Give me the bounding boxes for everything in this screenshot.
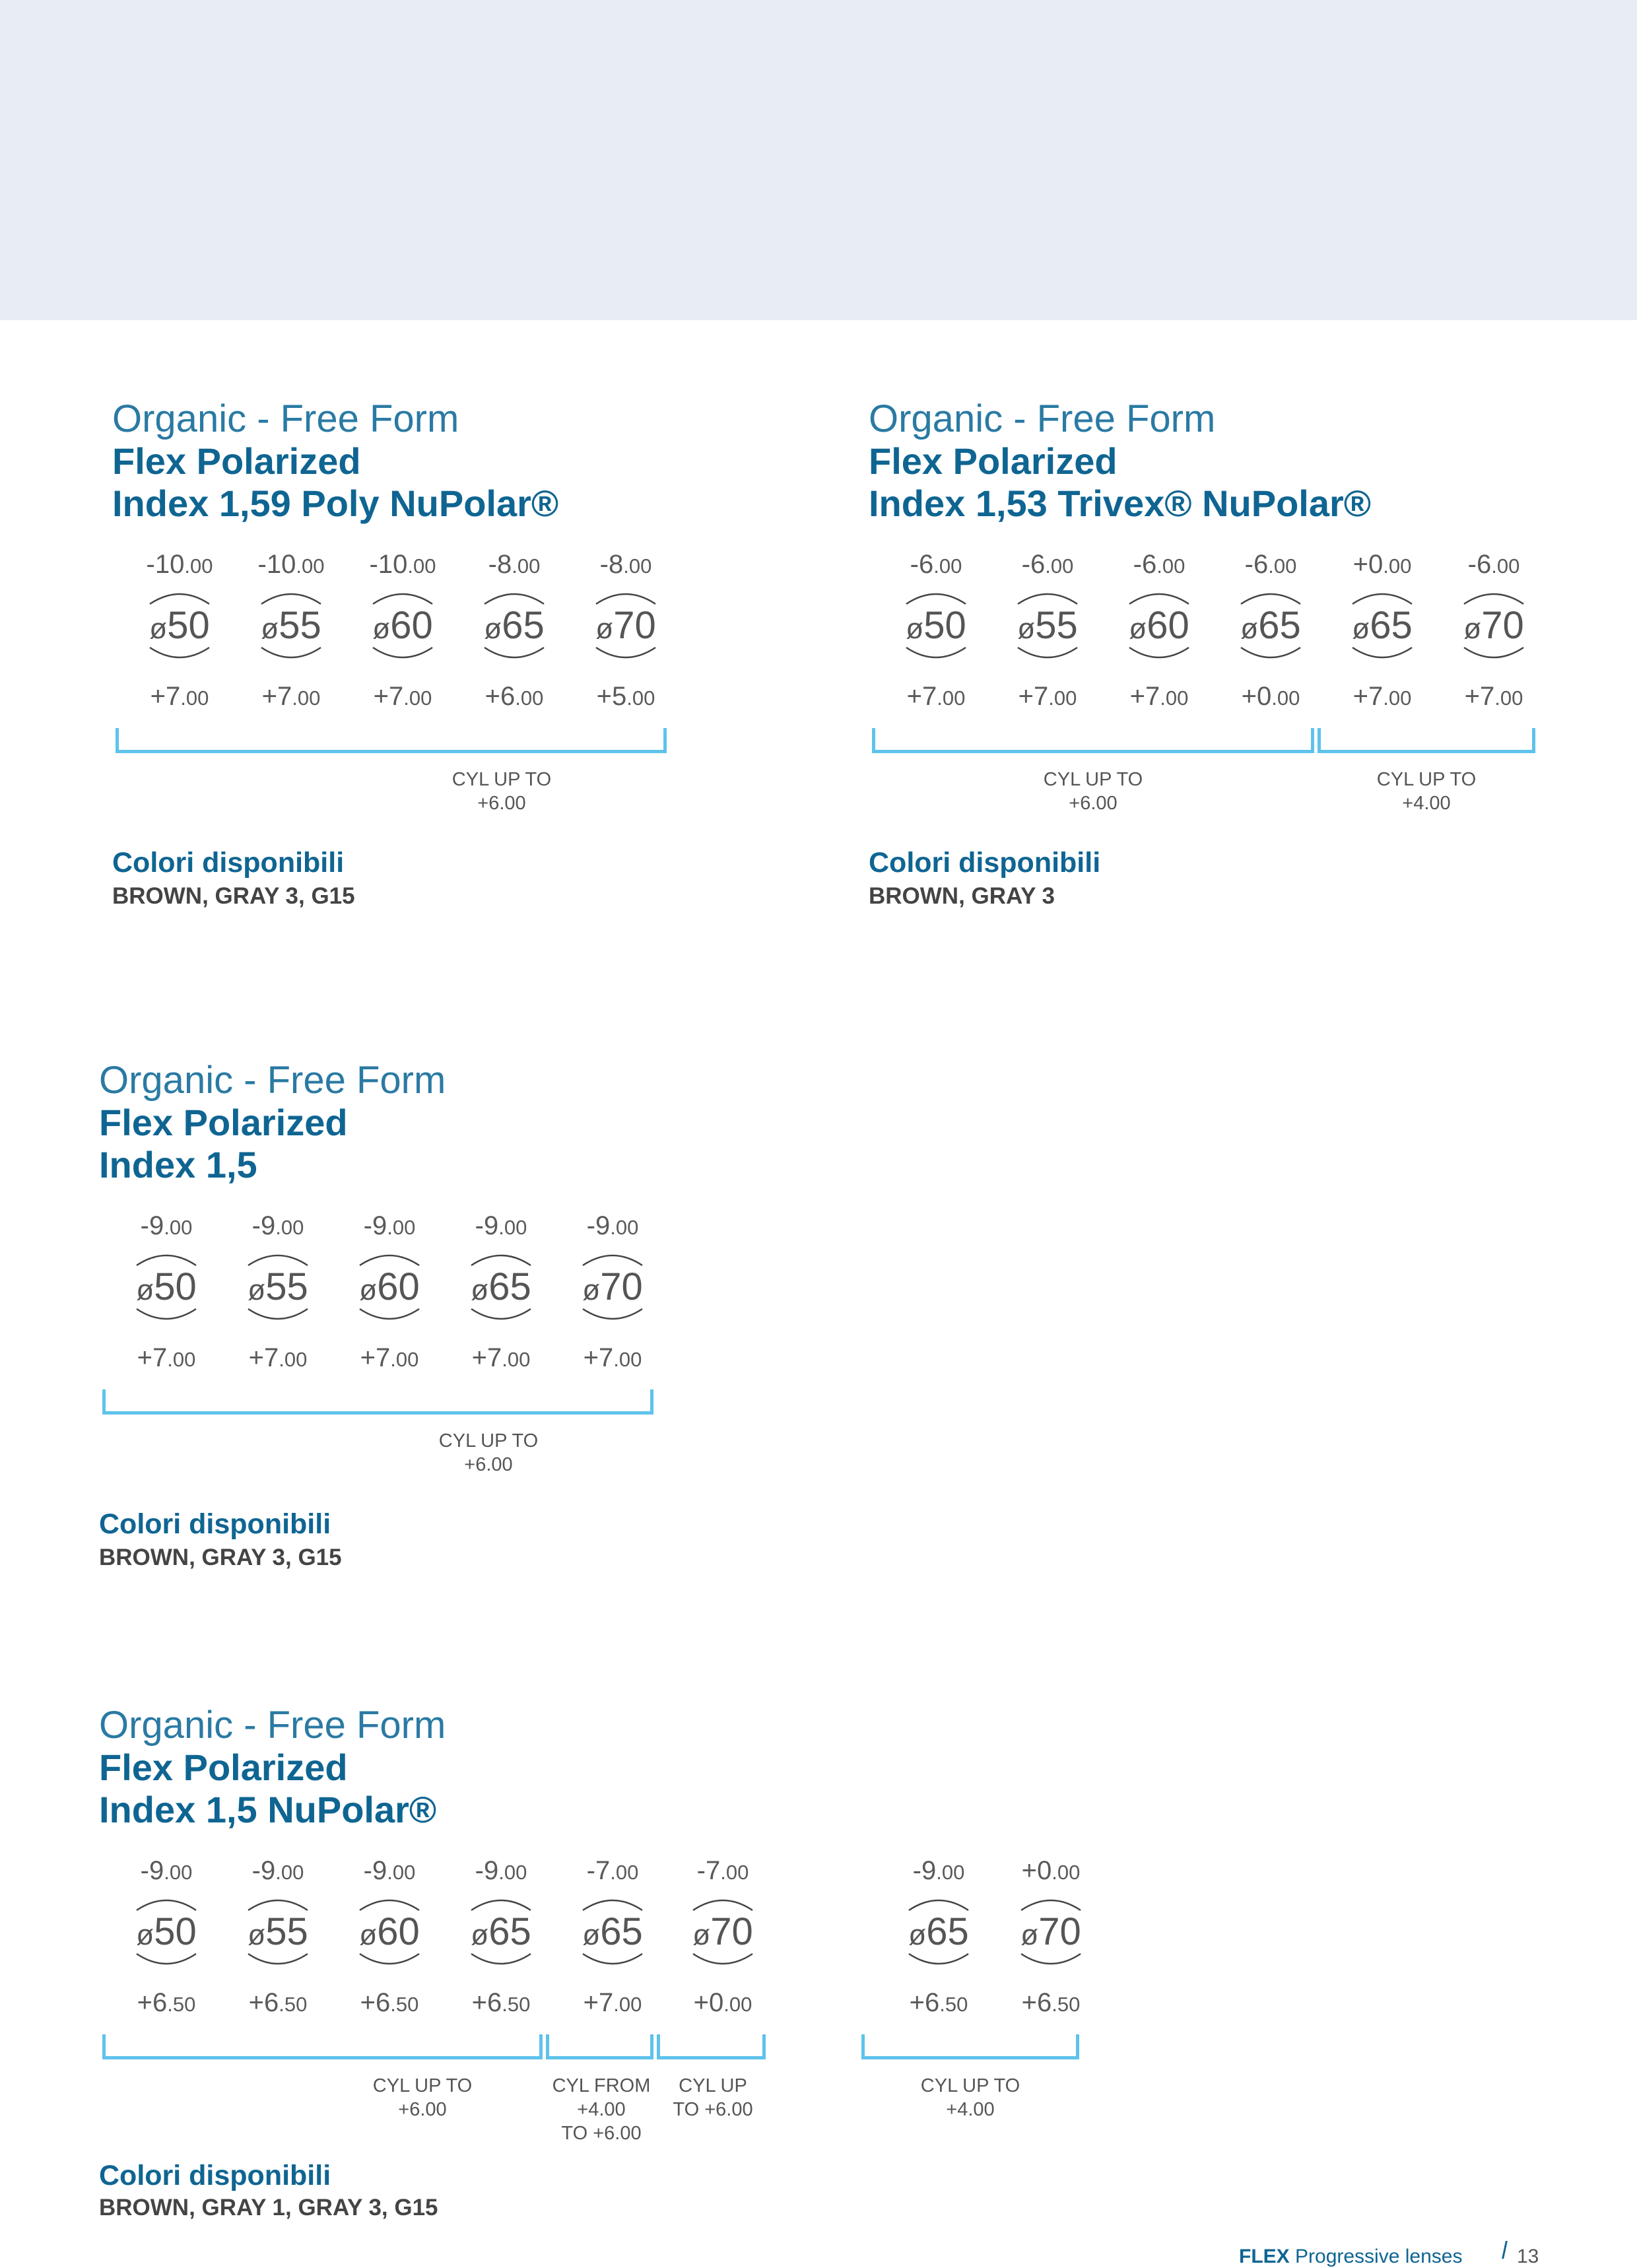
diameter-symbol-icon: ø bbox=[248, 1274, 266, 1306]
min-power: -9.00 bbox=[251, 1856, 304, 1885]
cyl-bracket bbox=[872, 728, 1314, 753]
min-power: -9.00 bbox=[912, 1856, 965, 1885]
max-power: +5.00 bbox=[596, 682, 655, 711]
max-power: +7.00 bbox=[261, 682, 321, 711]
min-power: -9.00 bbox=[251, 1211, 304, 1240]
section-index-15 bbox=[99, 1059, 693, 1587]
section-subtitle: Organic - Free Form bbox=[99, 1704, 446, 1747]
max-power: +6.50 bbox=[360, 1988, 419, 2017]
diameter: ø65 bbox=[471, 1265, 531, 1308]
cyl-note: CYL UP TO +6.00 bbox=[673, 2075, 753, 2120]
section-trivex bbox=[869, 398, 1595, 926]
cyl-bracket bbox=[657, 2034, 766, 2059]
lens-diameter-item bbox=[1333, 550, 1432, 715]
max-power: +6.50 bbox=[248, 1988, 308, 2017]
diameter: ø65 bbox=[1352, 604, 1413, 647]
diameter: ø65 bbox=[484, 604, 545, 647]
diameter: ø60 bbox=[372, 604, 433, 647]
section-index: Index 1,59 Poly NuPolar® bbox=[112, 483, 559, 524]
diameter-symbol-icon: ø bbox=[136, 1919, 154, 1951]
colori-values: BROWN, GRAY 3, G15 bbox=[112, 883, 355, 909]
diameter: ø55 bbox=[1017, 604, 1078, 647]
diameter-symbol-icon: ø bbox=[471, 1274, 489, 1306]
section-title: Flex Polarized bbox=[112, 440, 361, 482]
diameter-symbol-icon: ø bbox=[582, 1274, 601, 1306]
max-power: +7.00 bbox=[373, 682, 432, 711]
colori-values: BROWN, GRAY 3 bbox=[869, 883, 1055, 909]
diameter: ø50 bbox=[149, 604, 210, 647]
diameter: ø70 bbox=[692, 1910, 753, 1953]
cyl-note: CYL UP TO +6.00 bbox=[438, 1430, 539, 1475]
page-number: 13 bbox=[1517, 2246, 1539, 2267]
diameter: ø70 bbox=[595, 604, 656, 647]
cyl-note: CYL FROM +4.00 TO +6.00 bbox=[552, 2075, 651, 2144]
diameter: ø70 bbox=[582, 1265, 643, 1308]
min-power: -9.00 bbox=[140, 1856, 193, 1885]
max-power: +7.00 bbox=[906, 682, 966, 711]
min-power: -6.00 bbox=[1133, 550, 1186, 579]
diameter: ø70 bbox=[1020, 1910, 1081, 1953]
diameter-symbol-icon: ø bbox=[582, 1919, 601, 1951]
lens-diameter-item bbox=[1221, 550, 1320, 715]
colori-heading: Colori disponibili bbox=[99, 2160, 331, 2191]
lens-diameter-item bbox=[563, 1211, 662, 1376]
min-power: -9.00 bbox=[363, 1856, 416, 1885]
cyl-note: CYL UP TO +4.00 bbox=[1376, 769, 1477, 814]
section-title: Flex Polarized bbox=[99, 1102, 348, 1143]
diameter: ø65 bbox=[908, 1910, 969, 1953]
diameter-symbol-icon: ø bbox=[248, 1919, 266, 1951]
max-power: +6.50 bbox=[137, 1988, 196, 2017]
min-power: -9.00 bbox=[475, 1856, 527, 1885]
cyl-bracket bbox=[102, 2034, 543, 2059]
cyl-note: CYL UP TO +6.00 bbox=[1043, 769, 1143, 814]
min-power: +0.00 bbox=[1021, 1856, 1081, 1885]
diameter-symbol-icon: ø bbox=[149, 613, 168, 645]
max-power: +6.50 bbox=[1021, 1988, 1081, 2017]
section-subtitle: Organic - Free Form bbox=[99, 1059, 446, 1102]
max-power: +7.00 bbox=[1464, 682, 1523, 711]
section-title: Flex Polarized bbox=[99, 1747, 348, 1788]
min-power: -9.00 bbox=[475, 1211, 527, 1240]
section-index: Index 1,5 bbox=[99, 1144, 257, 1185]
diameter: ø60 bbox=[359, 1910, 420, 1953]
cyl-bracket bbox=[116, 728, 667, 753]
diameter-symbol-icon: ø bbox=[359, 1274, 378, 1306]
min-power: -9.00 bbox=[586, 1211, 639, 1240]
min-power: -7.00 bbox=[696, 1856, 749, 1885]
diameter: ø55 bbox=[248, 1265, 308, 1308]
max-power: +7.00 bbox=[137, 1343, 196, 1372]
min-power: -10.00 bbox=[146, 550, 213, 579]
diameter: ø70 bbox=[1463, 604, 1524, 647]
lens-diameter-item bbox=[1110, 550, 1209, 715]
lens-diameter-item bbox=[117, 1856, 216, 2021]
diameter: ø65 bbox=[1240, 604, 1301, 647]
colori-values: BROWN, GRAY 3, G15 bbox=[99, 1545, 342, 1570]
lens-diameter-item bbox=[889, 1856, 988, 2021]
colori-heading: Colori disponibili bbox=[99, 1508, 331, 1540]
diameter: ø50 bbox=[136, 1910, 197, 1953]
diameter: ø55 bbox=[248, 1910, 308, 1953]
lens-diameter-item bbox=[563, 1856, 662, 2021]
diameter: ø65 bbox=[471, 1910, 531, 1953]
min-power: -9.00 bbox=[140, 1211, 193, 1240]
lens-diameter-item bbox=[998, 550, 1097, 715]
max-power: +7.00 bbox=[360, 1343, 419, 1372]
cyl-bracket bbox=[102, 1389, 653, 1415]
lens-diameter-item bbox=[228, 1211, 327, 1376]
max-power: +7.00 bbox=[1129, 682, 1189, 711]
diameter-symbol-icon: ø bbox=[372, 613, 391, 645]
colori-heading: Colori disponibili bbox=[112, 847, 345, 879]
min-power: -10.00 bbox=[369, 550, 436, 579]
lens-diameter-item bbox=[451, 1856, 551, 2021]
lens-diameter-item bbox=[465, 550, 564, 715]
diameter-symbol-icon: ø bbox=[1352, 613, 1370, 645]
max-power: +0.00 bbox=[693, 1988, 752, 2017]
lens-diameter-item bbox=[340, 1856, 439, 2021]
colori-values: BROWN, GRAY 1, GRAY 3, G15 bbox=[99, 2195, 438, 2220]
lens-diameter-item bbox=[1444, 550, 1543, 715]
diameter-symbol-icon: ø bbox=[471, 1919, 489, 1951]
diameter: ø65 bbox=[582, 1910, 643, 1953]
min-power: -6.00 bbox=[1021, 550, 1074, 579]
footer-brand: FLEX Progressive lenses bbox=[1239, 2246, 1463, 2267]
diameter-symbol-icon: ø bbox=[595, 613, 614, 645]
lens-diameter-item bbox=[340, 1211, 439, 1376]
diameter-symbol-icon: ø bbox=[136, 1274, 154, 1306]
diameter: ø55 bbox=[261, 604, 321, 647]
diameter: ø50 bbox=[906, 604, 966, 647]
diameter-symbol-icon: ø bbox=[1240, 613, 1259, 645]
cyl-note: CYL UP TO +6.00 bbox=[372, 2075, 473, 2120]
section-poly bbox=[112, 398, 706, 926]
diameter-symbol-icon: ø bbox=[906, 613, 924, 645]
max-power: +7.00 bbox=[583, 1988, 642, 2017]
cyl-note: CYL UP TO +4.00 bbox=[920, 2075, 1020, 2120]
diameter-symbol-icon: ø bbox=[1017, 613, 1036, 645]
section-index: Index 1,53 Trivex® NuPolar® bbox=[869, 483, 1372, 524]
max-power: +7.00 bbox=[583, 1343, 642, 1372]
section-subtitle: Organic - Free Form bbox=[869, 397, 1216, 440]
max-power: +7.00 bbox=[1353, 682, 1412, 711]
max-power: +7.00 bbox=[150, 682, 209, 711]
diameter: ø60 bbox=[359, 1265, 420, 1308]
diameter-symbol-icon: ø bbox=[1020, 1919, 1039, 1951]
min-power: -6.00 bbox=[910, 550, 962, 579]
diameter-symbol-icon: ø bbox=[261, 613, 279, 645]
lens-diameter-item bbox=[242, 550, 341, 715]
min-power: -7.00 bbox=[586, 1856, 639, 1885]
section-nupolar bbox=[99, 1704, 1155, 2246]
lens-diameter-item bbox=[353, 550, 452, 715]
min-power: -6.00 bbox=[1244, 550, 1297, 579]
lens-diameter-item bbox=[117, 1211, 216, 1376]
diameter-symbol-icon: ø bbox=[908, 1919, 927, 1951]
diameter-symbol-icon: ø bbox=[1129, 613, 1147, 645]
lens-diameter-item bbox=[130, 550, 229, 715]
section-title: Flex Polarized bbox=[869, 440, 1118, 482]
diameter-symbol-icon: ø bbox=[484, 613, 502, 645]
header-band bbox=[0, 0, 1637, 320]
max-power: +6.00 bbox=[484, 682, 544, 711]
diameter-symbol-icon: ø bbox=[1463, 613, 1482, 645]
footer-divider bbox=[1502, 2241, 1508, 2259]
max-power: +6.50 bbox=[471, 1988, 531, 2017]
lens-diameter-item bbox=[886, 550, 986, 715]
max-power: +0.00 bbox=[1241, 682, 1300, 711]
diameter-symbol-icon: ø bbox=[692, 1919, 711, 1951]
min-power: -8.00 bbox=[599, 550, 652, 579]
max-power: +7.00 bbox=[471, 1343, 531, 1372]
diameter: ø50 bbox=[136, 1265, 197, 1308]
max-power: +7.00 bbox=[1018, 682, 1077, 711]
section-subtitle: Organic - Free Form bbox=[112, 397, 459, 440]
max-power: +7.00 bbox=[248, 1343, 308, 1372]
min-power: -10.00 bbox=[257, 550, 325, 579]
cyl-bracket bbox=[546, 2034, 653, 2059]
section-index: Index 1,5 NuPolar® bbox=[99, 1789, 437, 1830]
min-power: -8.00 bbox=[488, 550, 541, 579]
lens-diameter-item bbox=[451, 1211, 551, 1376]
lens-diameter-item bbox=[1001, 1856, 1100, 2021]
diameter: ø60 bbox=[1129, 604, 1189, 647]
cyl-bracket bbox=[1318, 728, 1535, 753]
cyl-note: CYL UP TO +6.00 bbox=[451, 769, 552, 814]
diameter-symbol-icon: ø bbox=[359, 1919, 378, 1951]
min-power: -6.00 bbox=[1467, 550, 1520, 579]
lens-diameter-item bbox=[576, 550, 675, 715]
colori-heading: Colori disponibili bbox=[869, 847, 1101, 879]
min-power: +0.00 bbox=[1353, 550, 1412, 579]
min-power: -9.00 bbox=[363, 1211, 416, 1240]
lens-diameter-item bbox=[228, 1856, 327, 2021]
max-power: +6.50 bbox=[909, 1988, 968, 2017]
lens-diameter-item bbox=[673, 1856, 772, 2021]
cyl-bracket bbox=[861, 2034, 1079, 2059]
